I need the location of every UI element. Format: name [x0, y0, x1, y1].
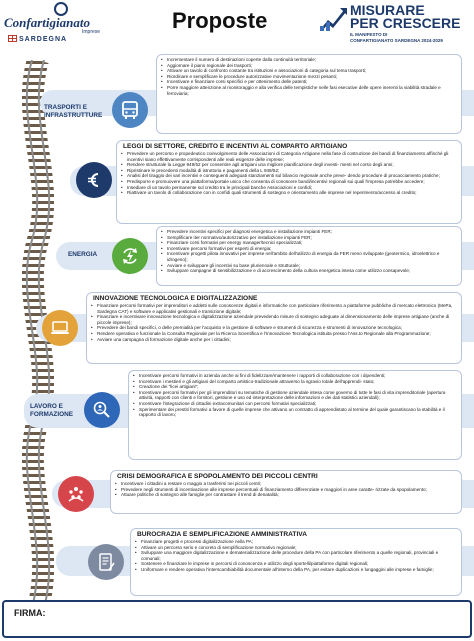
signature-label: FIRMA:: [14, 608, 46, 618]
arrow-chart-icon: [318, 6, 348, 32]
list-item: • Finanziare e incentivare innovazione tecnologica e digitalizzazione aziendale prevedendo misure di sostegno adeguate al dimensionamento delle imprese artigiane (anche di piccole imprese);: [91, 314, 457, 325]
document-icon: [88, 544, 124, 580]
manifesto-subtitle: IL MANIFESTO DI CONFARTIGIANATO SARDEGNA 2024-2029: [350, 32, 443, 43]
section-crisi: [0, 470, 474, 520]
page-title: Proposte: [172, 8, 268, 33]
people-icon: [58, 476, 94, 512]
list-item: • Riattivare un tavolo di collaborazione con in confidi quali strumenti di sostegno e orientamento alle imprese nel reperimento/accesso al credito;: [121, 190, 457, 196]
section-label: ENERGIA: [68, 251, 98, 258]
section-lavoro: [0, 370, 474, 462]
section-panel: [156, 226, 462, 286]
section-title: LEGGI DI SETTORE, CREDITO E INCENTIVI AL COMPARTO ARTIGIANO: [123, 143, 348, 150]
list-item: • Incentivare percorsi formativi per esperti di energia;: [161, 246, 457, 252]
list-item: • Uniformare e rendere operativa l'interscambiabilità documentale all'interno della PA, per evitare duplicazioni e lungaggini alle imprese e famiglie;: [135, 567, 457, 573]
list-item: • Incentivare e finanziare corsi specifici e per ottenimento delle patenti;: [161, 79, 457, 85]
list-item: • Sviluppare campagne di sensibilizzazione e di accrescimento della cultura energetica intesa come utilizzo consapevole;: [161, 268, 457, 274]
section-burocrazia: [0, 528, 474, 596]
section-trasporti: [0, 54, 474, 138]
section-label: LAVORO E FORMAZIONE: [30, 403, 73, 418]
bullet-list: [133, 373, 457, 418]
list-item: • Incentivare i cittadini a restare o maggio a trasferirsi nei piccoli centri;: [115, 481, 457, 487]
list-item: • Insediare di un tavolo permanente sul credito tra le principali banche Associazioni e confidi;: [121, 185, 457, 191]
bullet-list: [135, 539, 457, 573]
bullet-list: [161, 229, 457, 274]
section-panel: [116, 140, 462, 224]
list-item: • Finanziare corsi formativi per energy manager/tecnici specializzati;: [161, 240, 457, 246]
list-item: • Incentivare progetti pilota innovativi per imprese nell'ambito dell'utilizzo di energia da FER meno sviluppate (geotermico, idroelettrico e idrogeno);: [161, 251, 457, 262]
manifesto-logo: [318, 2, 472, 48]
list-item: • Attivare un tavolo di confronto costante tra istituzioni e associazioni di categoria sul tema trasporti;: [161, 68, 457, 74]
list-item: • Ripristinare le precedenti modalità di istruttoria e pagamenti della L 949/52;: [121, 168, 457, 174]
list-item: • Attuare politiche di sostegno alle famiglie per contrastare il trend di denatalità;: [115, 492, 457, 498]
list-item: • Sostenere e finanziare le imprese in percorsi di conoscenza e utilizzo degli sportelli/piattaforme digitali regionali;: [135, 561, 457, 567]
section-innovazione: [0, 292, 474, 366]
list-item: • Finanziare percorsi formativi per imprenditori e addetti sulle conoscenze digitali e informatiche con particolare riferimento a piattaforme pubbliche di mercato elettronico (MePa, Sardegna CAT) e software e applicativi gestionali e transizione digitale;: [91, 303, 457, 314]
list-item: • Incentivare i mestieri e gli artigiani del comparto artistico-tradizionale attraverso la sgravio totale dell'apprendi- stato;: [133, 379, 457, 385]
section-energia: [0, 226, 474, 288]
list-item: • Creazione dei "licei artigiani";: [133, 384, 457, 390]
list-item: • Aggiornare il piano regionale dei trasporti;: [161, 63, 457, 69]
list-item: • Prevedere negli strumenti di incentivazione alle imprese percentuali di finanziamento differenziate e maggiori in aree caratte- rizzate da spopolamento;: [115, 487, 457, 493]
section-panel: [86, 292, 462, 364]
logo-text: Confartigianato: [4, 15, 90, 30]
euro-icon: [76, 162, 112, 198]
list-item: • Prevedere dei bandi specifici, o delle premialità per l'acquisto e la gestione di software e strumenti di sicurezza e strumenti di innovazione tecnologica;: [91, 325, 457, 331]
section-panel: [130, 528, 462, 596]
list-item: • Prevedere un percorso e propedeutico coinvolgimento delle Associazioni di Categoria Artigiane nella fase di costruzione dei bandi di finanziamento affinché gli incentivi siano effettivamente corrispondenti alle reali esigenze delle imprese;: [121, 151, 457, 162]
signature-box[interactable]: [2, 600, 472, 638]
logo-region: SARDEGNA: [8, 35, 67, 43]
list-item: • Predisporre e promuovere una piattaforma/portale unico che consenta di conoscere bandi/incentivi regionali sui quali l'impresa potrebbe accedere;: [121, 179, 457, 185]
search-person-icon: [84, 392, 120, 428]
section-label: TRASPORTI E INFRASTRUTTURE: [44, 104, 103, 119]
header: [0, 0, 474, 50]
list-item: • Porre maggiore attenzione al monitoraggio e alla verifica delle tempistiche nelle fasi esecutive delle opere inerenti la viabilità stradale e ferroviaria;: [161, 85, 457, 96]
list-item: • Rendere operativa e funzionale la Consulta Regionale per la Ricerca Scientifica e l'Innovazione Tecnologica istituita presso l'Ass.to Regionale alla Programmazione;: [91, 331, 457, 337]
list-item: • Rendere strutturale la Legge 949/52 per consentire agli artigiani una migliore pianificazione degli investi- menti nel corso degli anni;: [121, 162, 457, 168]
list-item: • Sperimentare dei prestiti formativi a favore di quelle imprese che attivano un contratto di apprendistato al termine del quale garantiscano la stabilità e il rapporto di lavoro;: [133, 407, 457, 418]
section-leggi: [0, 140, 474, 224]
list-item: • Avviare e sviluppare gli incentivi su base pluriennale e strutturale;: [161, 263, 457, 269]
section-title: INNOVAZIONE TECNOLOGICA E DIGITALIZZAZIONE: [93, 295, 258, 302]
list-item: • Avviare una campagna di formazione digitale anche per i cittadini;: [91, 337, 457, 343]
sardinia-flag-icon: [8, 35, 17, 42]
section-panel: [110, 470, 462, 514]
bullet-list: [121, 151, 457, 196]
bus-icon: [112, 92, 148, 128]
laptop-icon: [42, 310, 78, 346]
list-item: • Incrementare il numero di destinazioni coperte dalla continuità territoriale;: [161, 57, 457, 63]
energy-icon: [112, 238, 148, 274]
confartigianato-logo: [4, 2, 122, 46]
list-item: • Riordinare e semplificare le procedure autorizzative movimentazione mezzi pesanti;: [161, 74, 457, 80]
section-title: BUROCRAZIA E SEMPLIFICAZIONE AMMINISTRATIVA: [137, 531, 307, 538]
section-panel: [156, 54, 462, 134]
logo-small-text: Imprese: [82, 29, 101, 35]
bullet-list: [161, 57, 457, 96]
bullet-list: [91, 303, 457, 342]
list-item: • Sviluppare una maggiore digitalizzazione e dematerializzazione delle procedure della PA con particolare riferimento a quelle regionali, provinciali e comunali;: [135, 550, 457, 561]
logo-ring-icon: [54, 2, 68, 16]
list-item: • Incentivare percorsi formativi in azienda anche ai fini di fidelizzare/mantenere i rapporti di collaborazione con i dipendenti;: [133, 373, 457, 379]
section-title: CRISI DEMOGRAFICA E SPOPOLAMENTO DEI PICCOLI CENTRI: [117, 473, 318, 480]
section-panel: [128, 370, 462, 460]
list-item: • Incentivare l'integrazione di cittadini extracomunitari con percorsi formativi specializzati;: [133, 401, 457, 407]
bullet-list: [115, 481, 457, 498]
list-item: • Finanziare progetti e processi digitalizzazione nella PA;: [135, 539, 457, 545]
list-item: • Attivare un percorso serio e concreto di semplificazione normativo regionale;: [135, 545, 457, 551]
list-item: • Analisi del tiraggio dei vari incentivi e conseguenti adeguati stanziamenti sul bilancio regionale anche preve- dendo procedure di procacciamento pratiche;: [121, 173, 457, 179]
list-item: • Incentivare percorsi formativi per gli imprenditori su tematiche di gestione aziendale intesa come governo di tutte le fasi di vita imprenditoriale (apertura attività, rapporti con clienti e fornitori, gestione e uso ed interpretazione delle informazioni e dei dati statistici aziendali);: [133, 390, 457, 401]
list-item: • Prevedere incentivi specifici per diagnosi energetica e installazione impianti FER;: [161, 229, 457, 235]
manifesto-title: MISURARE PER CRESCERE: [350, 2, 461, 31]
list-item: • Semplificare iter normativo/autorizzativo per installazione impianti FER;: [161, 235, 457, 241]
